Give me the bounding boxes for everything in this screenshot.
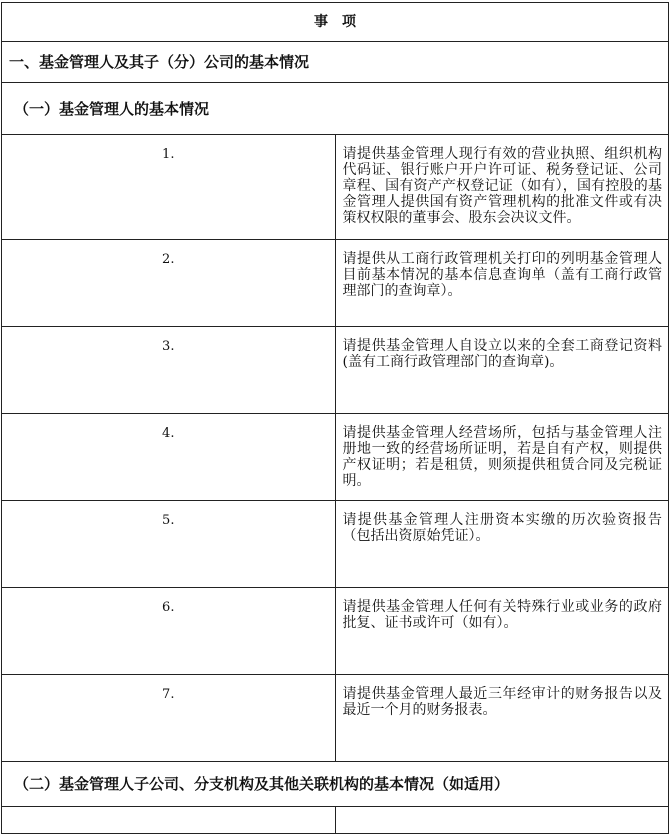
item-text: 请提供基金管理人注册资本实缴的历次验资报告（包括出资原始凭证）。 (335, 501, 669, 588)
table-header-row (2, 3, 669, 42)
item-number: 7. (2, 675, 336, 762)
item-text (335, 807, 669, 834)
section-title: 一、基金管理人及其子（分）公司的基本情况 (2, 42, 669, 83)
item-text: 请提供基金管理人自设立以来的全套工商登记资料(盖有工商行政管理部门的查询章)。 (335, 327, 669, 414)
item-text: 请提供基金管理人经营场所，包括与基金管理人注册地一致的经营场所证明，若是自有产权，则提供产权证明；若是租赁，则须提供租赁合同及完税证明。 (335, 414, 669, 501)
item-number: 6. (2, 588, 336, 675)
table-row (2, 588, 669, 675)
table-row (2, 501, 669, 588)
item-number: 2. (2, 240, 336, 327)
subsection-title: （二）基金管理人子公司、分支机构及其他关联机构的基本情况（如适用） (2, 762, 669, 807)
table-header-title: 事项 (2, 3, 669, 42)
item-number: 5. (2, 501, 336, 588)
item-number (2, 807, 336, 834)
table-row (2, 675, 669, 762)
subsection-row (2, 83, 669, 135)
item-text: 请提供从工商行政管理机关打印的列明基金管理人目前基本情况的基本信息查询单（盖有工商行政管理部门的查询章）。 (335, 240, 669, 327)
item-text: 请提供基金管理人任何有关特殊行业或业务的政府批复、证书或许可（如有）。 (335, 588, 669, 675)
item-text: 请提供基金管理人最近三年经审计的财务报告以及最近一个月的财务报表。 (335, 675, 669, 762)
table-row (2, 327, 669, 414)
item-number: 3. (2, 327, 336, 414)
section-row (2, 42, 669, 83)
checklist-table (1, 2, 669, 834)
table-row (2, 240, 669, 327)
subsection-title: （一）基金管理人的基本情况 (2, 83, 669, 135)
subsection-row (2, 762, 669, 807)
table-row (2, 135, 669, 240)
item-text: 请提供基金管理人现行有效的营业执照、组织机构代码证、银行账户开户许可证、税务登记证、公司章程、国有资产产权登记证（如有），国有控股的基金管理人提供国有资产管理机构的批准文件或有决策权权限的董事会、股东会决议文件。 (335, 135, 669, 240)
table-row (2, 807, 669, 834)
table-row (2, 414, 669, 501)
item-number: 1. (2, 135, 336, 240)
item-number: 4. (2, 414, 336, 501)
